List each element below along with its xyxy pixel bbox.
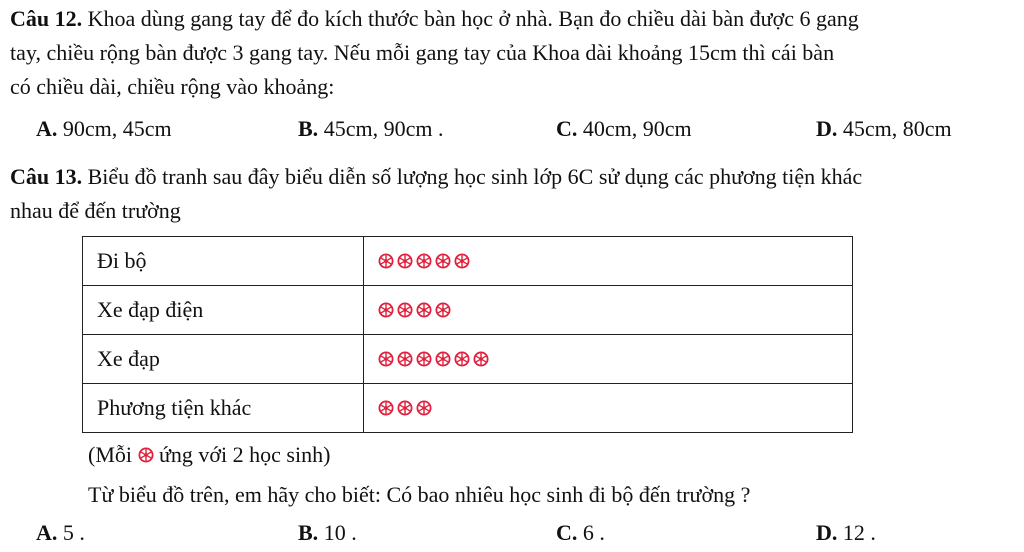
wheel-icon xyxy=(435,351,451,367)
q13-choice-a[interactable]: A. 5 . xyxy=(36,520,85,545)
wheel-icon xyxy=(378,302,394,318)
wheel-icon xyxy=(454,351,470,367)
wheel-icon xyxy=(435,253,451,269)
q12-choice-c[interactable]: C. 40cm, 90cm xyxy=(556,116,692,141)
table-row xyxy=(83,384,853,433)
wheel-icon xyxy=(138,447,154,463)
wheel-icon xyxy=(397,253,413,269)
q13-choice-d[interactable]: D. 12 . xyxy=(816,520,876,545)
wheel-icon xyxy=(435,302,451,318)
q13-line1: Câu 13. Biểu đồ tranh sau đây biểu diễn số lượng học sinh lớp 6C sử dụng các phương tiện khác xyxy=(10,164,863,189)
wheel-icon xyxy=(397,302,413,318)
wheel-icon xyxy=(397,400,413,416)
wheel-icon xyxy=(378,351,394,367)
q12-line1: Câu 12. Khoa dùng gang tay để đo kích thước bàn học ở nhà. Bạn đo chiều dài bàn được 6 gang xyxy=(10,6,859,31)
q12-line3: có chiều dài, chiều rộng vào khoảng: xyxy=(10,74,335,99)
wheel-icon xyxy=(416,400,432,416)
q13-line2: nhau để đến trường xyxy=(10,198,181,223)
pictograph-table xyxy=(82,236,853,433)
wheel-icon xyxy=(416,302,432,318)
wheel-icon xyxy=(454,253,470,269)
q12-line2: tay, chiều rộng bàn được 3 gang tay. Nếu mỗi gang tay của Khoa dài khoảng 15cm thì cái bàn xyxy=(10,40,835,65)
row-icons xyxy=(364,237,853,286)
row-icons xyxy=(364,286,853,335)
q12-label: Câu 12. xyxy=(10,6,83,31)
wheel-icon xyxy=(397,351,413,367)
q13-question: Từ biểu đồ trên, em hãy cho biết: Có bao nhiêu học sinh đi bộ đến trường ? xyxy=(88,482,751,507)
row-label: Xe đạp xyxy=(83,335,364,384)
wheel-icon xyxy=(378,400,394,416)
table-row xyxy=(83,237,853,286)
wheel-icon xyxy=(378,253,394,269)
q13-choice-b[interactable]: B. 10 . xyxy=(298,520,357,545)
row-label: Xe đạp điện xyxy=(83,286,364,335)
row-label: Đi bộ xyxy=(83,237,364,286)
legend-note: (Mỗi ứng với 2 học sinh) xyxy=(88,442,331,467)
table-row xyxy=(83,335,853,384)
wheel-icon xyxy=(473,351,489,367)
wheel-icon xyxy=(416,253,432,269)
row-icons xyxy=(364,335,853,384)
q12-choice-b[interactable]: B. 45cm, 90cm . xyxy=(298,116,444,141)
table-row xyxy=(83,286,853,335)
wheel-icon xyxy=(416,351,432,367)
q13-label: Câu 13. xyxy=(10,164,83,189)
row-icons xyxy=(364,384,853,433)
q13-choice-c[interactable]: C. 6 . xyxy=(556,520,605,545)
q12-choice-a[interactable]: A. 90cm, 45cm xyxy=(36,116,172,141)
q12-choice-d[interactable]: D. 45cm, 80cm xyxy=(816,116,952,141)
row-label: Phương tiện khác xyxy=(83,384,364,433)
